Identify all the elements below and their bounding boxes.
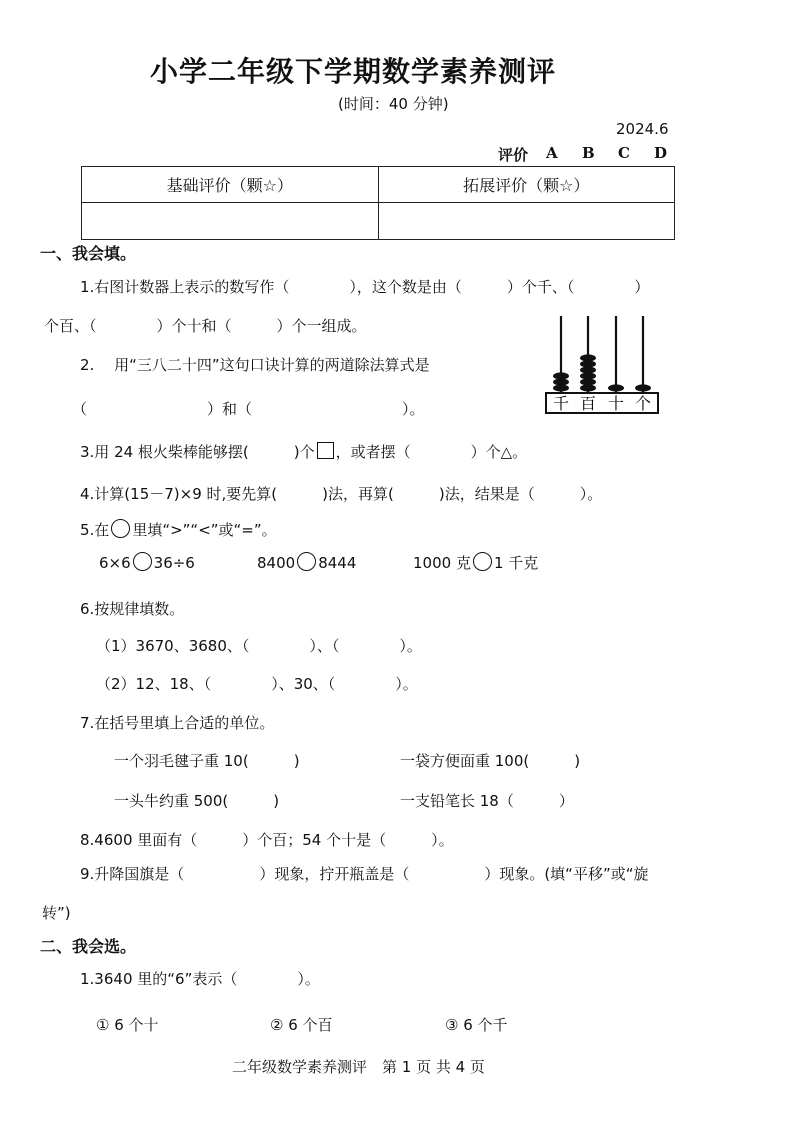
q9-line1: 9.升降国旗是（ ）现象，拧开瓶盖是（ ）现象。(填“平移”或“旋 bbox=[80, 865, 649, 883]
q5-item-2 bbox=[257, 552, 356, 572]
time-note: (时间：40 分钟) bbox=[338, 95, 449, 113]
q1-line2: 个百、（ ）个十和（ ）个一组成。 bbox=[44, 317, 367, 335]
q5-text-a: 5.在 bbox=[80, 521, 110, 539]
page-footer: 二年级数学素养测评 第 1 页 共 4 页 bbox=[232, 1058, 485, 1076]
option-1[interactable]: ① 6 个十 bbox=[96, 1016, 159, 1034]
q7-item-c: 一头牛约重 500( ) bbox=[114, 792, 280, 810]
grade-c: C bbox=[618, 144, 630, 162]
q5-item-1 bbox=[99, 552, 195, 572]
basic-score-header: 基础评价（颗☆） bbox=[82, 167, 379, 203]
extended-score-cell[interactable] bbox=[378, 203, 675, 240]
q5-item-3 bbox=[413, 552, 538, 573]
q4: 4.计算(15－7)×9 时,要先算( )法，再算( )法，结果是（ ）。 bbox=[80, 485, 603, 503]
q9-line2: 转”) bbox=[42, 904, 71, 922]
q5-2-left: 8400 bbox=[257, 554, 296, 572]
q8: 8.4600 里面有（ ）个百；54 个十是（ ）。 bbox=[80, 831, 454, 849]
option-3[interactable]: ③ 6 个千 bbox=[445, 1016, 508, 1034]
score-table bbox=[81, 166, 675, 240]
abacus-label-tens: 十 bbox=[607, 394, 625, 413]
section2-heading: 二、我会选。 bbox=[40, 937, 137, 956]
compare-circle-icon[interactable] bbox=[473, 552, 492, 571]
q2-line2: （ ）和（ ）。 bbox=[72, 400, 425, 418]
q3-text-a: 3.用 24 根火柴棒能够摆( )个 bbox=[80, 443, 315, 461]
abacus-label-thousands: 千 bbox=[552, 394, 570, 413]
q3 bbox=[80, 441, 527, 462]
page-title: 小学二年级下学期数学素养测评 bbox=[150, 55, 557, 88]
grade-a: A bbox=[546, 144, 558, 162]
grade-d: D bbox=[654, 144, 668, 162]
q3-text-b: ，或者摆（ ）个△。 bbox=[335, 443, 528, 461]
compare-circle-icon[interactable] bbox=[133, 552, 152, 571]
q6-title: 6.按规律填数。 bbox=[80, 600, 185, 618]
square-icon bbox=[317, 442, 334, 459]
abacus-label-ones: 个 bbox=[634, 394, 652, 413]
option-2[interactable]: ② 6 个百 bbox=[270, 1016, 333, 1034]
q5-1-left: 6×6 bbox=[99, 554, 131, 572]
section1-heading: 一、我会填。 bbox=[40, 244, 137, 263]
abacus-label-hundreds: 百 bbox=[579, 394, 597, 413]
q6-part2: （2）12、18、（ ）、30、（ ）。 bbox=[96, 675, 418, 693]
circle-icon bbox=[111, 519, 130, 538]
q7-item-d: 一支铅笔长 18（ ） bbox=[400, 792, 574, 810]
q1-line1: 1.右图计数器上表示的数写作（ ），这个数是由（ ）个千、（ ） bbox=[80, 278, 650, 296]
exam-date: 2024.6 bbox=[616, 120, 669, 138]
q5-3-left: 1000 克 bbox=[413, 554, 471, 572]
abacus-figure bbox=[540, 310, 665, 416]
q5-intro bbox=[80, 519, 277, 540]
q5-2-right: 8444 bbox=[318, 554, 357, 572]
q5-text-b: 里填“>”“<”或“=”。 bbox=[132, 521, 277, 539]
rating-label: 评价 bbox=[498, 146, 529, 164]
q7-item-b: 一袋方便面重 100( ) bbox=[400, 752, 581, 770]
q7-item-a: 一个羽毛毽子重 10( ) bbox=[114, 752, 300, 770]
grade-b: B bbox=[582, 144, 595, 162]
compare-circle-icon[interactable] bbox=[297, 552, 316, 571]
q2-line1: 2. 用“三八二十四”这句口诀计算的两道除法算式是 bbox=[80, 356, 430, 374]
basic-score-cell[interactable] bbox=[82, 203, 379, 240]
q7-title: 7.在括号里填上合适的单位。 bbox=[80, 714, 275, 732]
q5-1-right: 36÷6 bbox=[153, 554, 195, 572]
q5-3-right: 1 千克 bbox=[493, 554, 539, 572]
s2-q1: 1.3640 里的“6”表示（ ）。 bbox=[80, 970, 320, 988]
extended-score-header: 拓展评价（颗☆） bbox=[378, 167, 675, 203]
q6-part1: （1）3670、3680、（ ）、（ ）。 bbox=[96, 637, 422, 655]
